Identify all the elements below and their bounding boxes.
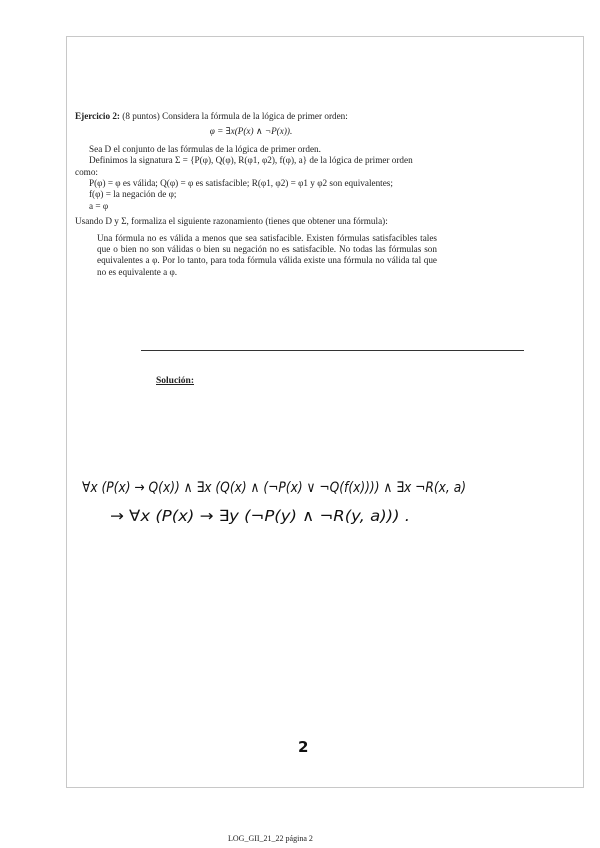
exercise-instruction: Usando D y Σ, formaliza el siguiente razonamiento (tienes que obtener una fórmula): xyxy=(75,216,388,227)
signature-definition-cont: como: xyxy=(75,166,98,177)
exercise-heading: Ejercicio 2: xyxy=(75,111,120,121)
page-footer: LOG_GII_21_22 página 2 xyxy=(228,834,313,843)
constant-definition: a = φ xyxy=(89,200,109,211)
signature-definition: Definimos la signatura Σ = {P(φ), Q(φ), R(φ1, φ2), f(φ), a} de la lógica de primer orden xyxy=(89,155,413,166)
argument-quote: Una fórmula no es válida a menos que sea satisfacible. Existen fórmulas satisfacibles tales que o bien no son válidas o bien su negación no es satisfacible. No todas las fórmulas son equivalentes a φ. Por lo tanto, para toda fórmula válida existe una fórmula no válida tal que no es equivalente a φ. xyxy=(97,232,437,277)
function-definition: f(φ) = la negación de φ; xyxy=(89,189,177,200)
domain-definition: Sea D el conjunto de las fórmulas de la lógica de primer orden. xyxy=(89,143,321,154)
exercise-intro: Considera la fórmula de la lógica de primer orden: xyxy=(162,111,348,121)
exercise-points: (8 puntos) xyxy=(122,111,160,121)
solution-label: Solución: xyxy=(156,376,195,386)
predicate-definitions: P(φ) = φ es válida; Q(φ) = φ es satisfacible; R(φ1, φ2) = φ1 y φ2 son equivalentes; xyxy=(89,178,393,189)
handwritten-line-2: → ∀x (P(x) → ∃y (¬P(y) ∧ ¬R(y, a))) . xyxy=(110,507,410,525)
handwritten-line-1: ∀x (P(x) → Q(x)) ∧ ∃x (Q(x) ∧ (¬P(x) ∨ ¬Q(f(x)))) ∧ ∃x ¬R(x, a) xyxy=(82,480,466,496)
exercise-formula: φ = ∃x(P(x) ∧ ¬P(x)). xyxy=(209,126,293,137)
handwritten-page-number: 2 xyxy=(298,738,309,756)
